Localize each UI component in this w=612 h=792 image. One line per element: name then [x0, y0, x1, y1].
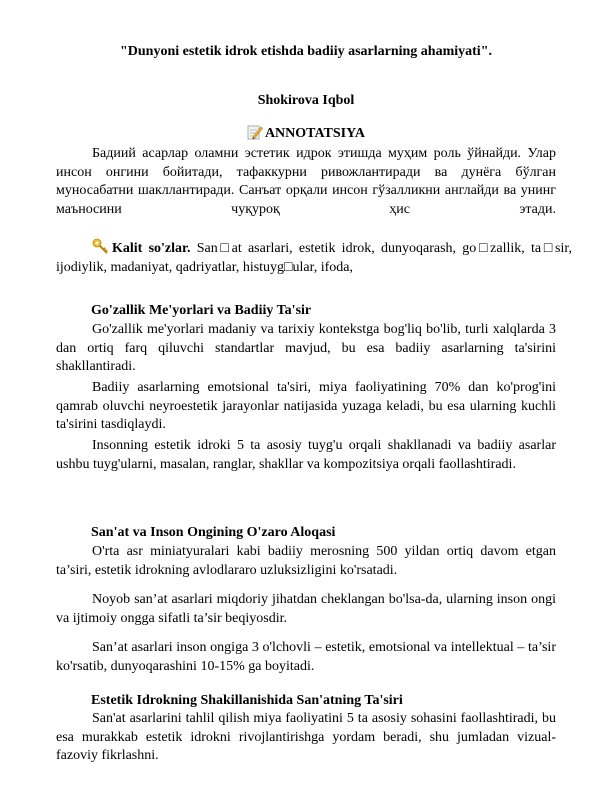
section-paragraph: Insonning estetik idroki 5 ta asosiy tuyg'u orqali shakllanadi va badiiy asarlar ushbu tuyg'ularni, masalan, ranglar, shakllar va kompozitsiya orqali faollashtiradi.	[56, 438, 556, 472]
section-paragraph: San’at asarlari inson ongiga 3 o'lchovli – estetik, emotsional va intellektual – ta’sir ko'rsatib, dunyoqarashini 10-15% ga boyitadi.	[56, 640, 556, 674]
keywords-text: San□at asarlari, estetik idrok, dunyoqarash, go□zallik, ta□sir, ijodiylik, madaniyat, qadriyatlar, histuyg□ular, ifoda,	[56, 241, 572, 275]
keywords-label: Kalit so'zlar.	[112, 241, 191, 256]
memo-pencil-icon	[247, 124, 263, 140]
keywords-paragraph	[56, 238, 572, 277]
section-paragraph: Badiiy asarlarning emotsional ta'siri, miya faoliyatining 70% dan ko'prog'ini qamrab oluvchi neyroestetik jarayonlar natijasida yuzaga keladi, bu esa ularning kuchli ta'sirini tasdiqlaydi.	[56, 380, 556, 432]
annotation-heading-text: ANNOTATSIYA	[264, 126, 366, 141]
section-heading: Go'zallik Me'yorlari va Badiiy Ta'sir	[91, 303, 312, 318]
section-heading: Estetik Idrokning Shakillanishida San'atning Ta'siri	[91, 693, 403, 708]
annotation-heading	[0, 124, 612, 142]
section-paragraph: San'at asarlarini tahlil qilish miya faoliyatini 5 ta asosiy sohasini faollashtiradi, bu esa murakkab estetik idrokni rivojlantirishga yordam beradi, shu jumladan vizual-fazoviy fikrlashni.	[56, 711, 556, 763]
section-heading: San'at va Inson Ongining O'zaro Aloqasi	[91, 525, 336, 540]
section-paragraph: Go'zallik me'yorlari madaniy va tarixiy kontekstga bog'liq bo'lib, turli xalqlarda 3 dan ortiq farq qiluvchi standartlar mavjud, bu esa badiiy asarlarning ta'sirini shakllantiradi.	[56, 322, 556, 374]
key-icon	[92, 238, 110, 254]
section-paragraph: O'rta asr miniatyuralari kabi badiiy merosning 500 yildan ortiq davom etgan ta’siri, estetik idrokning avlodlararo uzluksizligini ko'rsatadi.	[56, 544, 556, 578]
annotation-text: Бадиий асарлар оламни эстетик идрок этишда муҳим роль ўйнайди. Улар инсон онгини бойитади, тафаккурни ривожлантиради ва дунёга бўлган муносабатни шакллантиради. Санъат орқали инсон гўзалликни англайди ва унинг маъносини чуқуроқ ҳис этади.	[56, 146, 556, 217]
document-title: "Dunyoni estetik idrok etishda badiiy asarlarning ahamiyati".	[120, 44, 492, 59]
author-name: Shokirova Iqbol	[257, 93, 355, 108]
section-paragraph: Noyob san’at asarlari miqdoriy jihatdan cheklangan bo'lsa-da, ularning inson ongi va ijtimoiy ongga sifatli ta’sir beqiyosdir.	[56, 592, 556, 626]
